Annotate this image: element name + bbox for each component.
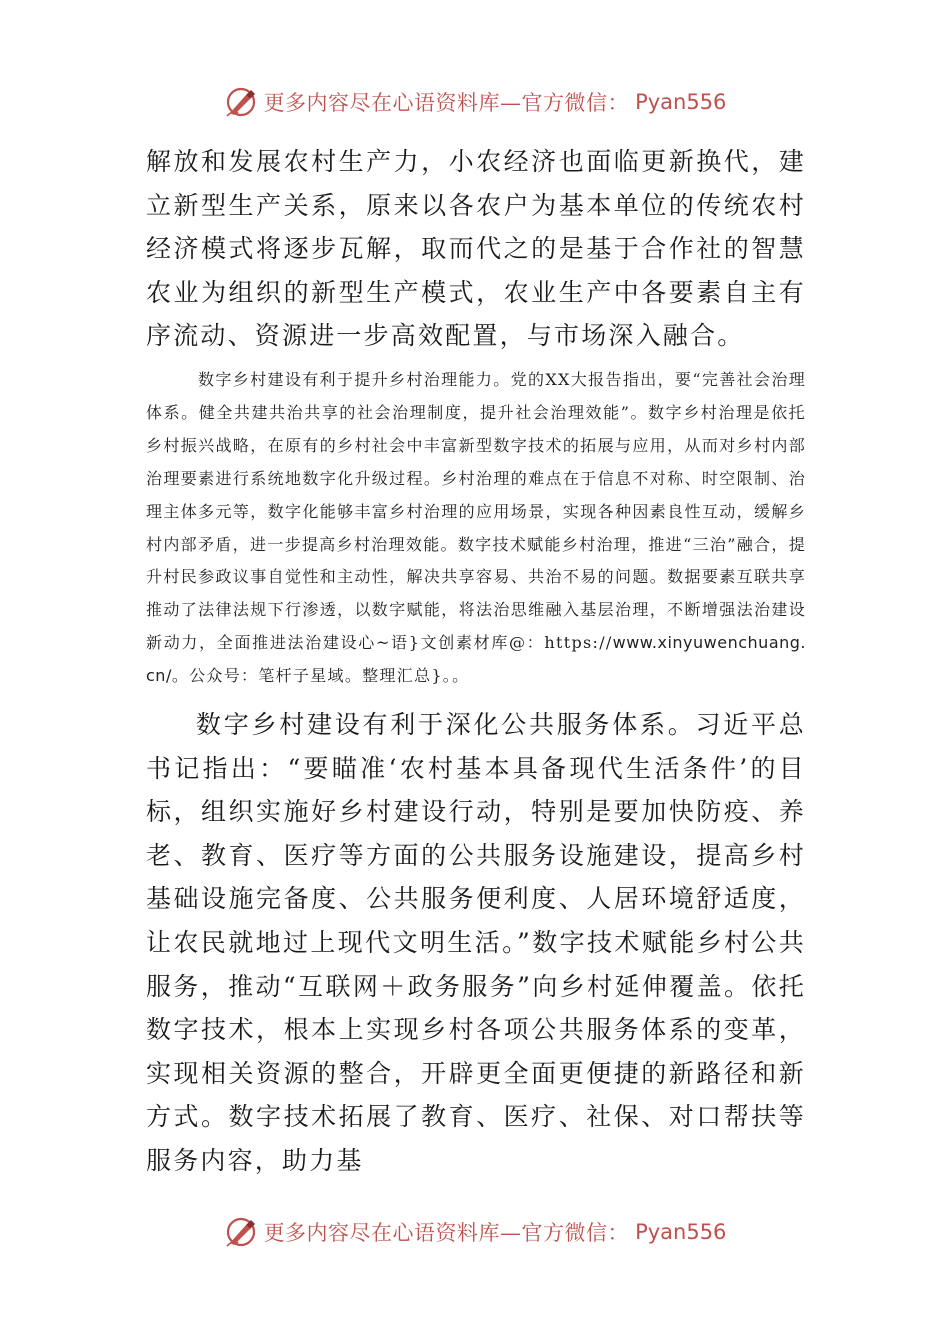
pen-logo-icon xyxy=(224,85,258,119)
banner-wechat-id: Pyan556 xyxy=(635,90,727,114)
footer-banner xyxy=(0,1210,950,1254)
paragraph-1: 解放和发展农村生产力，小农经济也面临更新换代，建立新型生产关系，原来以各农户为基本单位的传统农村经济模式将逐步瓦解，取而代之的是基于合作社的智慧农业为组织的新型生产模式，农业生产中各要素自主有序流动、资源进一步高效配置，与市场深入融合。 xyxy=(146,147,806,351)
header-banner xyxy=(0,80,950,124)
pen-logo-icon xyxy=(224,1215,258,1249)
banner-text: 更多内容尽在心语资料库—官方微信： xyxy=(263,1221,630,1245)
paragraph-3: 数字乡村建设有利于深化公共服务体系。习近平总书记指出：“要瞄准‘农村基本具备现代生活条件’的目标，组织实施好乡村建设行动，特别是要加快防疫、养老、教育、医疗等方面的公共服务设施建设，提高乡村基础设施完备度、公共服务便利度、人居环境舒适度，让农民就地过上现代文明生活。”数字技术赋能乡村公共服务，推动“互联网＋政务服务”向乡村延伸覆盖。依托数字技术，根本上实现乡村各项公共服务体系的变革，实现相关资源的整合，开辟更全面更便捷的新路径和新方式。数字技术拓展了教育、医疗、社保、对口帮扶等服务内容，助力基 xyxy=(146,710,806,1175)
paragraph-2-text: 数字乡村建设有利于提升乡村治理能力。党的XX大报告指出，要“完善社会治理体系。健全共建共治共享的社会治理制度，提升社会治理效能”。数字乡村治理是依托乡村振兴战略，在原有的乡村社会中丰富新型数字技术的拓展与应用，从而对乡村内部治理要素进行系统地数字化升级过程。乡村治理的难点在于信息不对称、时空限制、治理主体多元等，数字化能够丰富乡村治理的应用场景，实现各种因素良性互动，缓解乡村内部矛盾，进一步提高乡村治理效能。数字技术赋能乡村治理，推进“三治”融合，提升村民参政议事自觉性和主动性，解决共享容易、共治不易的问题。数据要素互联共享推动了法律法规下行渗透，以数字赋能，将法治思维融入基层治理，不断增强法治建设新动力，全面推进法治建设心~语}文创素材库@：https:// xyxy=(146,369,806,653)
banner-wechat-id: Pyan556 xyxy=(635,1220,727,1244)
document-body xyxy=(146,140,806,1183)
paragraph-2-tail: 。公众号：笔杆子星域。整理汇总}。。 xyxy=(171,666,470,686)
banner-text: 更多内容尽在心语资料库—官方微信： xyxy=(263,91,630,115)
source-url-link[interactable]: www.xinyuwenchuang.cn/ xyxy=(146,633,806,686)
paragraph-2 xyxy=(146,364,806,693)
